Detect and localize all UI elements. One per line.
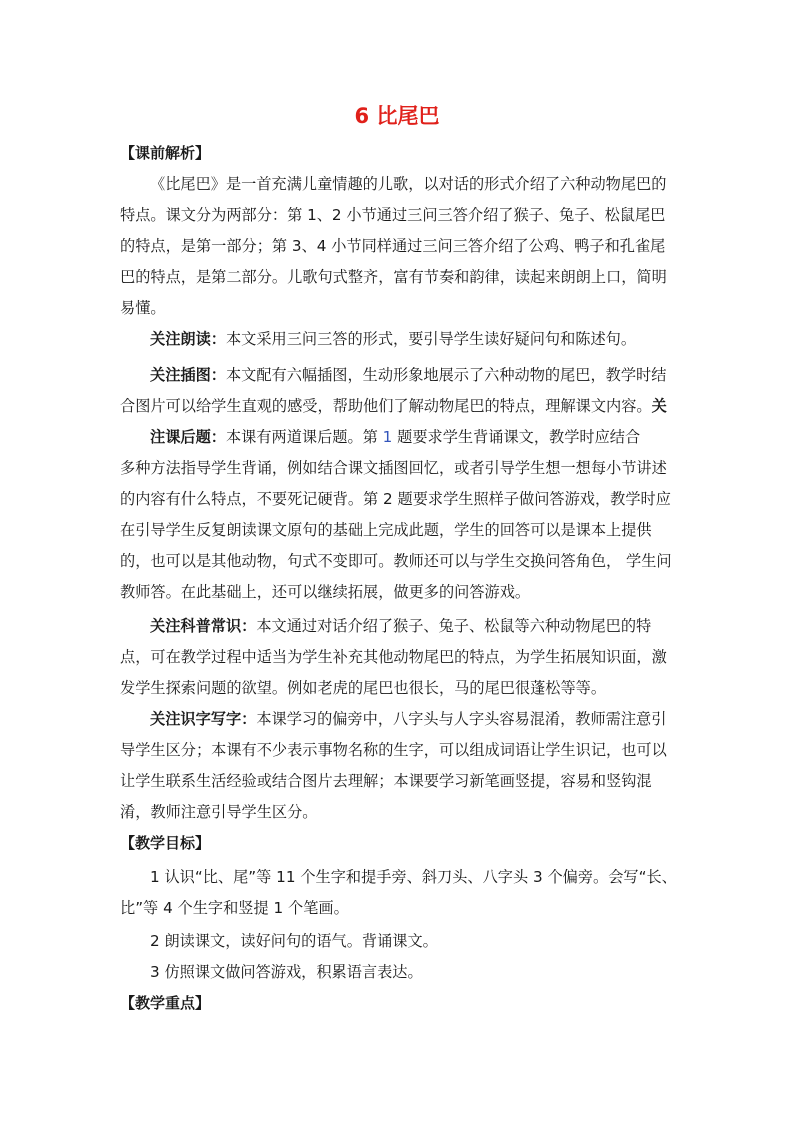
exercise-label: 注课后题： [150, 428, 226, 446]
characters-label: 关注识字写字： [150, 710, 257, 728]
science-text: 本文通过对话介绍了猴子、兔子、松鼠等六种动物尾巴的特点，可在教学过程中适当为学生补充其他动物尾巴的特点，为学生拓展知识面，激发学生探索问题的欲望。例如老虎的尾巴也很长，马的尾巴很蓬松等等。 [120, 617, 667, 697]
goal-item: 3 仿照课文做问答游戏，积累语言表达。 [150, 963, 423, 981]
intro-paragraph: 《比尾巴》是一首充满儿童情趣的儿歌，以对话的形式介绍了六种动物尾巴的特点。课文分为两部分：第 1、2 小节通过三问三答介绍了猴子、兔子、松鼠尾巴的特点，是第一部分；第 3、4 小节同样通过三问三答介绍了公鸡、鸭子和孔雀尾巴的特点，是第二部分。儿歌句式整齐，富有节奏和韵律，读起来朗朗上口，简明易懂。 [120, 175, 667, 317]
reading-paragraph [120, 324, 680, 355]
section-heading-analysis: 【课前解析】 [120, 144, 211, 162]
exercise-paragraph-rest: 多种方法指导学生背诵，例如结合课文插图回忆，或者引导学生想一想每小节讲述的内容有什么特点，不要死记硬背。第 2 题要求学生照样子做问答游戏，教学时应在引导学生反复朗读课文原句的基础上完成此题，学生的回答可以是课本上提供的，也可以是其他动物，句式不变即可。教师还可以与学生交换问答角色， 学生问教师答。在此基础上，还可以继续拓展，做更多的问答游戏。 [120, 459, 672, 601]
exercise-text-a: 本课有两道课后题。第 [225, 428, 383, 446]
characters-text: 本课学习的偏旁中，八字头与人字头容易混淆，教师需注意引导学生区分；本课有不少表示事物名称的生字，可以组成词语让学生识记，也可以让学生联系生活经验或结合图片去理解；本课要学习新笔画竖提，容易和竖钩混淆，教师注意引导学生区分。 [120, 710, 667, 821]
reading-label: 关注朗读： [150, 330, 226, 348]
exercise-number: 1 [382, 428, 393, 446]
illustration-trail: 关 [651, 397, 667, 415]
exercise-first-line [150, 422, 640, 453]
science-paragraph [120, 611, 680, 704]
exercise-text-b: 题要求学生背诵课文，教学时应结合 [392, 428, 641, 446]
illustration-paragraph [120, 360, 680, 422]
lesson-title: 6 比尾巴 [354, 104, 440, 128]
goal-item: 1 认识“比、尾”等 11 个生字和提手旁、斜刀头、八字头 3 个偏旁。会写“长、比”等 4 个生字和竖提 1 个笔画。 [120, 868, 677, 917]
reading-text: 本文采用三问三答的形式，要引导学生读好疑问句和陈述句。 [225, 330, 636, 348]
illustration-label: 关注插图： [150, 366, 226, 384]
characters-paragraph [120, 704, 680, 828]
science-label: 关注科普常识： [150, 617, 257, 635]
section-heading-focus: 【教学重点】 [120, 994, 211, 1012]
section-heading-goals: 【教学目标】 [120, 834, 211, 852]
goal-item: 2 朗读课文，读好问句的语气。背诵课文。 [150, 932, 438, 950]
illustration-text: 本文配有六幅插图，生动形象地展示了六种动物的尾巴，教学时结合图片可以给学生直观的感受，帮助他们了解动物尾巴的特点，理解课文内容。 [120, 366, 667, 415]
